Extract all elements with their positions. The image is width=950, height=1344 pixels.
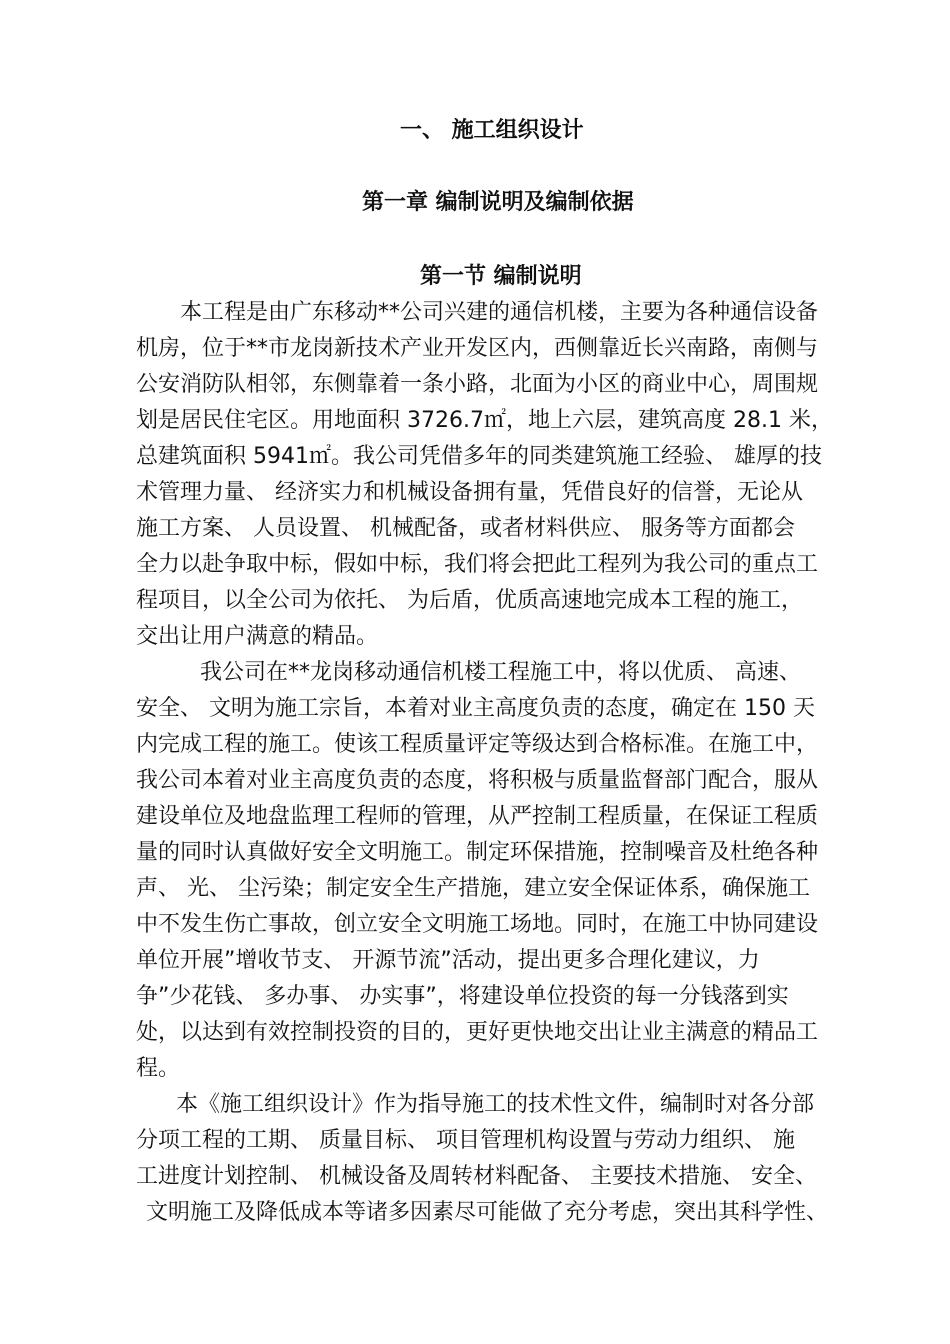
text-line: 本《施工组织设计》作为指导施工的技术性文件，编制时对各分部 bbox=[176, 1092, 815, 1117]
chapter-heading: 第一章 编制说明及编制依据 bbox=[362, 190, 634, 215]
text-line: 我公司在**龙岗移动通信机楼工程施工中，将以优质、 高速、 bbox=[200, 660, 801, 685]
text-line: 机房，位于**市龙岗新技术产业开发区内，西侧靠近长兴南路，南侧与 bbox=[136, 336, 819, 361]
text-line: 工进度计划控制、 机械设备及周转材料配备、 主要技术措施、 安全、 bbox=[136, 1164, 817, 1189]
text-line: 分项工程的工期、 质量目标、 项目管理机构设置与劳动力组织、 施 bbox=[136, 1128, 795, 1153]
text-line: 本工程是由广东移动**公司兴建的通信机楼，主要为各种通信设备 bbox=[180, 300, 819, 325]
text-line: 处，以达到有效控制投资的目的，更好更快地交出让业主满意的精品工 bbox=[136, 1020, 819, 1045]
text-line: 建设单位及地盘监理工程师的管理，从严控制工程质量，在保证工程质 bbox=[136, 804, 819, 829]
section-heading: 第一节 编制说明 bbox=[420, 264, 582, 289]
text-line: 争”少花钱、 多办事、 办实事”，将建设单位投资的每一分钱落到实 bbox=[136, 984, 789, 1009]
text-line: 中不发生伤亡事故，创立安全文明施工场地。同时，在施工中协同建设 bbox=[136, 912, 819, 937]
text-line: 量的同时认真做好安全文明施工。制定环保措施，控制噪音及杜绝各种 bbox=[136, 840, 819, 865]
text-line: 我公司本着对业主高度负责的态度，将积极与质量监督部门配合，服从 bbox=[136, 768, 819, 793]
text-line: 声、 光、 尘污染；制定安全生产措施，建立安全保证体系，确保施工 bbox=[136, 876, 810, 901]
part-heading: 一、 施工组织设计 bbox=[400, 118, 584, 143]
text-line: 单位开展”增收节支、 开源节流”活动，提出更多合理化建议，力 bbox=[136, 948, 760, 973]
text-line: 全力以赴争取中标，假如中标，我们将会把此工程列为我公司的重点工 bbox=[136, 552, 819, 577]
text-line: 术管理力量、 经济实力和机械设备拥有量，凭借良好的信誉，无论从 bbox=[136, 480, 803, 505]
text-line: 总建筑面积 5941㎡。我公司凭借多年的同类建筑施工经验、 雄厚的技 bbox=[136, 444, 822, 469]
text-line: 交出让用户满意的精品。 bbox=[136, 624, 379, 649]
text-line: 内完成工程的施工。使该工程质量评定等级达到合格标准。在施工中， bbox=[136, 732, 819, 757]
text-line: 程项目，以全公司为依托、 为后盾，优质高速地完成本工程的施工， bbox=[136, 588, 803, 613]
text-line: 安全、 文明为施工宗旨，本着对业主高度负责的态度，确定在 150 天 bbox=[136, 696, 815, 721]
text-line: 公安消防队相邻，东侧靠着一条小路，北面为小区的商业中心，周围规 bbox=[136, 372, 819, 397]
text-line: 划是居民住宅区。用地面积 3726.7㎡，地上六层，建筑高度 28.1 米， bbox=[136, 408, 833, 433]
text-line: 程。 bbox=[136, 1056, 181, 1081]
text-line: 施工方案、 人员设置、 机械配备，或者材料供应、 服务等方面都会 bbox=[136, 516, 795, 541]
text-line: 文明施工及降低成本等诸多因素尽可能做了充分考虑，突出其科学性、 bbox=[146, 1200, 829, 1225]
